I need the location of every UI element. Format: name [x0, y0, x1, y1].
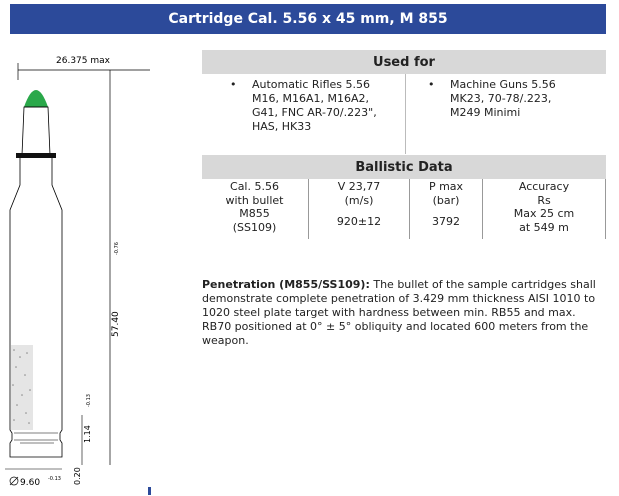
bullet-tip-green — [24, 90, 48, 107]
length-dimension-label: 57.40 — [111, 311, 121, 337]
used-for-heading: Used for — [202, 50, 606, 74]
used-for-body — [202, 74, 606, 154]
penetration-paragraph — [202, 278, 606, 348]
svg-text:-0.76: -0.76 — [114, 242, 120, 255]
case-base-shading — [11, 345, 33, 430]
bullet-body — [22, 107, 50, 155]
cartridge-drawing — [0, 45, 200, 495]
ballistic-data-table — [202, 179, 606, 239]
page-title-bar — [10, 4, 606, 34]
ballistic-pressure: P max (bar) 3792 — [428, 180, 464, 228]
ballistic-velocity: V 23,77 (m/s) 920±12 — [336, 180, 382, 228]
top-dimension-label: 26.375 max — [56, 56, 110, 66]
svg-text:0.20: 0.20 — [73, 467, 82, 485]
used-for-machine-guns: • Machine Guns 5.56 MK23, 70-78/.223, M249 Minimi — [428, 78, 556, 119]
page-title: Cartridge Cal. 5.56 x 45 mm, M 855 — [168, 11, 448, 27]
ballistic-caliber: Cal. 5.56 with bullet M855 (SS109) — [225, 180, 284, 234]
svg-text:9.60: 9.60 — [20, 478, 41, 488]
used-for-rifles: • Automatic Rifles 5.56 M16, M16A1, M16A2, G41, FNC AR-70/.223", HAS, HK33 — [230, 78, 377, 133]
ballistic-data-heading: Ballistic Data — [202, 155, 606, 179]
cannelure-band — [16, 153, 56, 158]
penetration-text: The bullet of the sample cartridges shall demonstrate complete penetration of 3.429 mm thickness AISI 1010 to 1020 steel plate target with hardness between min. RB55 and max. RB70 positioned at 0° ± 5° obliquity and located 600 meters from the weapon. — [202, 278, 596, 347]
svg-text:1.14: 1.14 — [83, 425, 92, 443]
svg-text:-0.13: -0.13 — [48, 476, 61, 482]
penetration-label: Penetration (M855/SS109): — [202, 278, 370, 291]
svg-text:-0.13: -0.13 — [86, 394, 92, 407]
ballistic-accuracy: Accuracy Rs Max 25 cm at 549 m — [513, 180, 575, 234]
